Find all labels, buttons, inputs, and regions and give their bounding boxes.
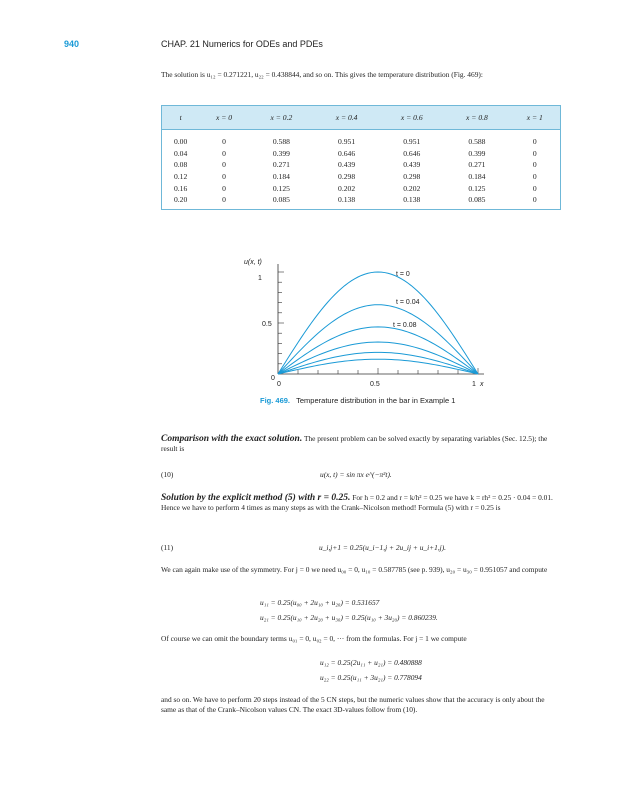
chapter-header: CHAP. 21 Numerics for ODEs and PDEs — [161, 39, 323, 49]
table-header: x = 0.8 — [444, 106, 509, 130]
equation-u21: u₂₁ = 0.25(u₁₀ + 2u₂₀ + u₃₀) = 0.25(u₁₀ + 3u₂₀) = 0.860239. — [260, 613, 438, 622]
table-cell: 0 — [510, 182, 561, 194]
table-cell: 0.184 — [272, 172, 290, 182]
table-cell: 0.298 — [403, 172, 421, 182]
explicit-method-text-rest: k = rh² = 0.25 · 0.04 = 0.01. Hence we have to perform 4 times as many steps as with the Crank–Nicolson method! Formula (5) with r = 0.25 is — [161, 493, 553, 512]
table-cell: 0.138 — [314, 194, 379, 209]
y-axis-label: u(x, t) — [244, 259, 262, 266]
table-header: x = 0.4 — [314, 106, 379, 130]
explicit-method-text-line1: For h = 0.2 and r = k/h² = 0.25 we have — [352, 493, 469, 502]
y-tick-label: 0 — [271, 375, 275, 382]
equation-11: u_i,j+1 = 0.25(u_i−1,j + 2u_ij + u_i+1,j). — [319, 543, 447, 552]
page-number: 940 — [64, 39, 80, 49]
curve-series-2 — [278, 327, 478, 374]
figure-caption-text: Temperature distribution in the bar in Example 1 — [296, 396, 456, 405]
table-cell: 0.125 — [272, 183, 290, 193]
table-row — [162, 148, 561, 160]
table-cell: 0 — [199, 194, 249, 209]
explicit-method-paragraph — [161, 493, 561, 513]
table-row — [162, 159, 561, 171]
table-row — [162, 171, 561, 183]
table-cell: 0.298 — [338, 172, 356, 182]
table-row — [162, 182, 561, 194]
table-cell: 0 — [222, 183, 226, 193]
x-tick-label: 0 — [277, 381, 281, 388]
curve-series-4 — [278, 352, 478, 374]
explicit-method-heading: Solution by the explicit method (5) with r = 0.25. — [161, 493, 351, 503]
table-cell: 0.646 — [338, 148, 356, 158]
table-cell: 0 — [222, 160, 226, 170]
table-cell: 0.271 — [468, 160, 486, 170]
table-cell: 0 — [222, 172, 226, 182]
curve-label-t004: t = 0.04 — [396, 299, 420, 306]
curve-series-1 — [278, 305, 478, 374]
table-cell: 0 — [510, 171, 561, 183]
comparison-paragraph — [161, 434, 561, 454]
table-cell: 0 — [510, 130, 561, 148]
comparison-heading: Comparison with the exact solution. — [161, 434, 303, 444]
comparison-text: The present problem can be solved exactly by separating variables (Sec. 12.5); the result is — [161, 434, 548, 453]
table-cell: 0.202 — [338, 183, 356, 193]
table-cell: 0 — [222, 137, 226, 147]
table-cell: 0 — [510, 194, 561, 209]
table-cell: 0.588 — [468, 137, 486, 147]
y-tick-label: 0.5 — [262, 321, 272, 328]
x-tick-label: 0.5 — [370, 381, 380, 388]
curve-label-t0: t = 0 — [396, 271, 410, 278]
table-header: x = 1 — [510, 106, 561, 130]
table-cell: 0.00 — [162, 130, 200, 148]
table-row — [162, 130, 561, 148]
curve-series-3 — [278, 342, 478, 374]
table-header: x = 0 — [199, 106, 249, 130]
boundary-paragraph: Of course we can omit the boundary terms u₀₁ = 0, u₀₂ = 0, ··· from the formulas. For j = 1 we compute — [161, 634, 467, 643]
table-cell: 0.951 — [338, 137, 356, 147]
table-header: x = 0.6 — [379, 106, 444, 130]
curve-series-5 — [278, 359, 478, 374]
table-cell: 0.271 — [272, 160, 290, 170]
table-cell: 0.085 — [249, 194, 314, 209]
y-tick-label: 1 — [258, 275, 262, 282]
table-cell: 0.439 — [403, 160, 421, 170]
table-cell: 0.202 — [403, 183, 421, 193]
equation-number-11: (11) — [161, 543, 174, 552]
chart-curves — [278, 272, 478, 374]
table-header: t — [162, 106, 200, 130]
equation-10: u(x, t) = sin πx e^(−π²t). — [320, 470, 392, 479]
closing-paragraph: and so on. We have to perform 20 steps instead of the 5 CN steps, but the numeric values show that the accuracy is only about the same as that of the Crank–Nicolson values CN. The exact 3D-values follow from (10). — [161, 695, 545, 714]
table-row — [162, 194, 561, 209]
table-cell: 0 — [510, 148, 561, 160]
table-cell: 0.399 — [468, 148, 486, 158]
figure-caption — [260, 396, 455, 405]
table-cell: 0 — [510, 159, 561, 171]
table-cell: 0.085 — [444, 194, 509, 209]
equation-number-10: (10) — [161, 470, 174, 479]
table-cell: 0.399 — [272, 148, 290, 158]
table-header: x = 0.2 — [249, 106, 314, 130]
table-cell: 0.138 — [379, 194, 444, 209]
curve-series-0 — [278, 272, 478, 374]
table-cell: 0.20 — [162, 194, 200, 209]
figure-caption-label: Fig. 469. — [260, 396, 291, 405]
symmetry-paragraph: We can again make use of the symmetry. For j = 0 we need u₀₀ = 0, u₁₀ = 0.587785 (see p. 939), u₂₀ = u₃₀ = 0.951057 and compute — [161, 565, 548, 574]
table-header-row — [162, 106, 561, 130]
intro-paragraph: The solution is u₁₂ = 0.271221, u₂₂ = 0.438844, and so on. This gives the temperature distribution (Fig. 469): — [161, 70, 483, 79]
table-cell: 0.588 — [272, 137, 290, 147]
table-cell: 0.184 — [468, 172, 486, 182]
equation-u12: u₁₂ = 0.25(2u₁₁ + u₂₁) = 0.480888 — [320, 658, 422, 667]
table-cell: 0.439 — [338, 160, 356, 170]
equation-u22: u₂₂ = 0.25(u₁₁ + 3u₂₁) = 0.778094 — [320, 673, 422, 682]
table-cell: 0.951 — [403, 137, 421, 147]
x-axis-label: x — [480, 381, 484, 388]
temperature-table — [161, 105, 561, 210]
table-cell: 0 — [222, 148, 226, 158]
curve-label-t008: t = 0.08 — [393, 322, 417, 329]
table-cell: 0.04 — [162, 148, 200, 160]
table-cell: 0.08 — [162, 159, 200, 171]
equation-u11: u₁₁ = 0.25(u₀₀ + 2u₁₀ + u₂₀) = 0.531657 — [260, 598, 380, 607]
table-cell: 0.125 — [468, 183, 486, 193]
chart-axes — [278, 264, 484, 374]
table-cell: 0.16 — [162, 182, 200, 194]
table-cell: 0.12 — [162, 171, 200, 183]
x-tick-label: 1 — [472, 381, 476, 388]
table-cell: 0.646 — [403, 148, 421, 158]
